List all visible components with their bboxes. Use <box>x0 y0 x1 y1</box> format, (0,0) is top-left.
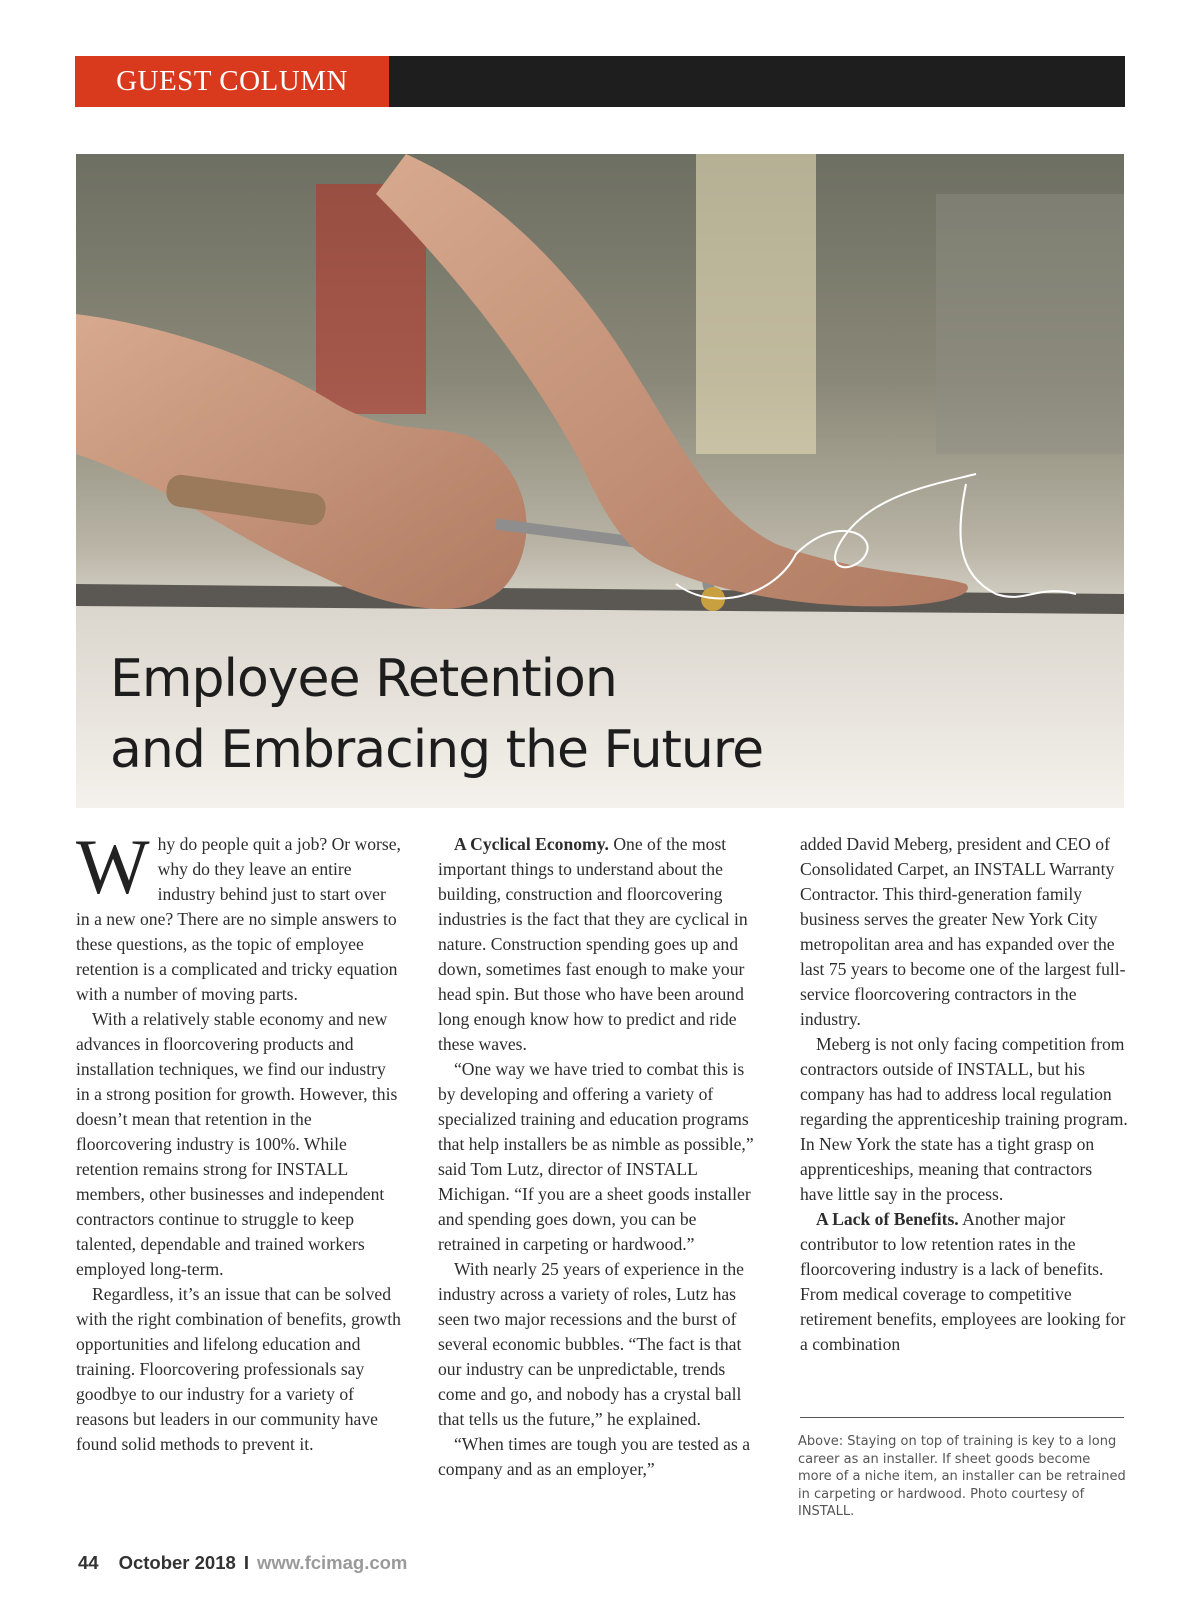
footer-separator: I <box>243 1552 249 1573</box>
paragraph-text: One of the most important things to understand about the building, construction and floorcovering industries is the fact that they are cyclical in nature. Construction spending goes up and down, sometimes fast enough to make your head spin. But those who have been around long enough know how to predict and ride these waves. <box>438 834 748 1054</box>
article-column-3 <box>800 832 1128 1357</box>
headline-line1: Employee Retention <box>110 649 617 709</box>
intro-text: hy do people quit a job? Or worse, why do they leave an entire industry behind just to start over in a new one? There are no simple answers to these questions, as the topic of employee retention is a complicated and tricky equation with a number of moving parts. <box>76 834 401 1004</box>
paragraph: With a relatively stable economy and new advances in floorcovering products and installation techniques, we find our industry in a strong position for growth. However, this doesn’t mean that retention in the floorcovering industry is 100%. While retention remains strong for INSTALL members, other businesses and independent contractors continue to struggle to keep talented, dependable and trained workers employed long-term. <box>76 1009 398 1279</box>
paragraph: Meberg is not only facing competition from contractors outside of INSTALL, but his company has had to address local regulation regarding the apprenticeship training program. In New York the state has a tight grasp on apprenticeships, meaning that contractors have little say in the process. <box>800 1034 1128 1204</box>
subhead-cyclical-economy: A Cyclical Economy. <box>454 834 609 854</box>
article-column-2 <box>438 832 763 1482</box>
article-headline <box>110 644 763 786</box>
paragraph: Regardless, it’s an issue that can be solved with the right combination of benefits, growth opportunities and lifelong education and training. Floorcovering professionals say goodbye to our industry for a variety of reasons but leaders in our community have found solid methods to prevent it. <box>76 1284 401 1454</box>
paragraph: added David Meberg, president and CEO of Consolidated Carpet, an INSTALL Warranty Contractor. This third-generation family business serves the greater New York City metropolitan area and has expanded over the last 75 years to become one of the largest full-service floorcovering contractors in the industry. <box>800 834 1126 1029</box>
magazine-url[interactable]: www.fcimag.com <box>256 1552 408 1573</box>
paragraph: “One way we have tried to combat this is by developing and offering a variety of specialized training and education programs that help installers be as nimble as possible,” said Tom Lutz, director of INSTALL Michigan. “If you are a sheet goods installer and spending goes down, you can be retrained in carpeting or hardwood.” <box>438 1059 754 1254</box>
headline-line2: and Embracing the Future <box>110 720 764 780</box>
subhead-lack-of-benefits: A Lack of Benefits. <box>816 1209 959 1229</box>
section-tag: GUEST COLUMN <box>75 56 389 107</box>
issue-date: October 2018 <box>118 1552 236 1573</box>
photo-caption: Above: Staying on top of training is key to a long career as an installer. If sheet goods become more of a niche item, an installer can be retrained in carpeting or hardwood. Photo courtesy of INSTALL. <box>798 1434 1126 1519</box>
paragraph <box>438 832 763 1057</box>
paragraph: “When times are tough you are tested as a company and as an employer,” <box>438 1434 751 1479</box>
page-footer <box>78 1552 407 1574</box>
hero-photo <box>76 154 1124 808</box>
paragraph <box>800 1207 1128 1357</box>
paragraph-text: Another major contributor to low retention rates in the floorcovering industry is a lack of benefits. From medical coverage to competitive retirement benefits, employees are looking for a combination <box>800 1209 1126 1354</box>
paragraph: With nearly 25 years of experience in the industry across a variety of roles, Lutz has seen two major recessions and the burst of several economic bubbles. “The fact is that our industry can be unpredictable, trends come and go, and nobody has a crystal ball that tells us the future,” he explained. <box>438 1259 744 1429</box>
intro-paragraph <box>76 823 401 1007</box>
article-column-1 <box>76 823 401 1457</box>
page-number: 44 <box>78 1552 99 1573</box>
drop-cap: W <box>76 823 150 910</box>
caption-divider <box>800 1417 1124 1418</box>
